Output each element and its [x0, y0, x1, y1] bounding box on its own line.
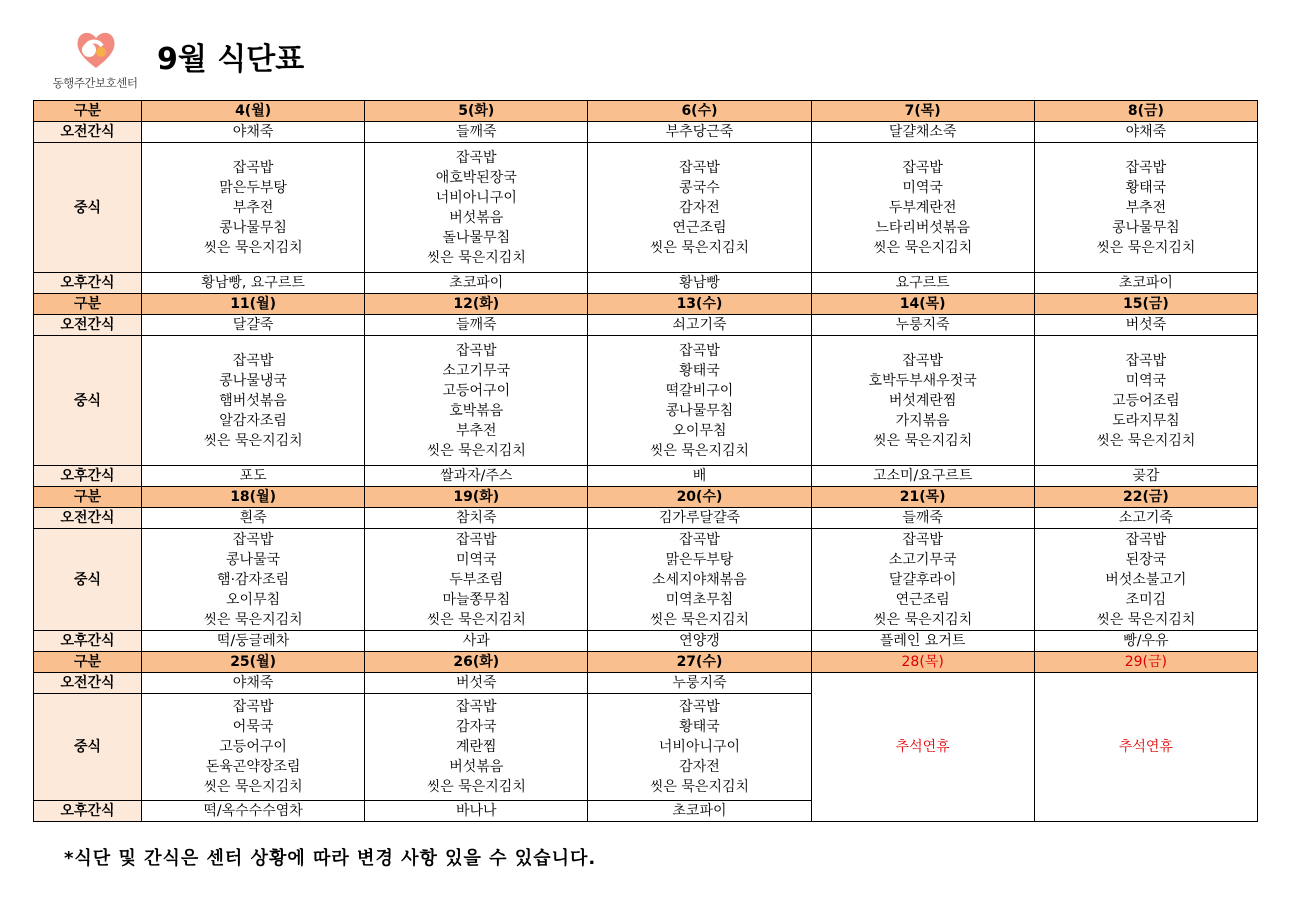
pm-snack-cell: 요구르트	[811, 273, 1034, 294]
dish-item: 씻은 묵은지김치	[649, 442, 750, 459]
pm-snack-label: 오후간식	[34, 273, 142, 294]
lunch-cell	[1034, 529, 1257, 631]
dish-item: 잡곡밥	[1125, 159, 1167, 176]
pm-snack-cell: 초코파이	[588, 801, 811, 822]
dish-item: 잡곡밥	[679, 531, 720, 548]
pm-snack-row	[34, 466, 1258, 487]
lunch-label: 중식	[34, 336, 142, 466]
am-snack-cell: 버섯죽	[1034, 315, 1257, 336]
dish-item: 황태국	[679, 362, 720, 379]
am-snack-cell: 야채죽	[1034, 122, 1257, 143]
dish-item: 잡곡밥	[232, 159, 274, 176]
am-snack-cell: 참치죽	[365, 508, 588, 529]
am-snack-cell: 김가루달걀죽	[588, 508, 811, 529]
dish-item: 미역국	[455, 551, 497, 568]
pm-snack-cell: 연양갱	[588, 631, 811, 652]
am-snack-cell: 누룽지죽	[811, 315, 1034, 336]
dish-item: 씻은 묵은지김치	[426, 779, 526, 795]
dish-item: 콩국수	[679, 179, 720, 196]
pm-snack-cell: 황남빵	[588, 273, 811, 294]
holiday-cell: 추석연휴	[811, 673, 1034, 822]
day-header: 14(목)	[811, 294, 1034, 315]
lunch-label: 중식	[34, 529, 142, 631]
dish-item: 소고기무국	[888, 551, 957, 568]
category-label: 구분	[34, 487, 142, 508]
day-header: 25(월)	[142, 652, 365, 673]
dish-item: 버섯계란찜	[888, 392, 957, 409]
day-header: 19(화)	[365, 487, 588, 508]
lunch-row	[34, 336, 1258, 466]
category-label: 구분	[34, 294, 142, 315]
lunch-cell	[142, 143, 365, 273]
pm-snack-cell: 쌀과자/주스	[365, 466, 588, 487]
dish-item: 버섯소불고기	[1105, 571, 1187, 588]
dish-item: 미역국	[902, 179, 943, 196]
dish-item: 느타리버섯볶음	[875, 219, 970, 236]
am-snack-cell: 들깨죽	[365, 315, 588, 336]
am-snack-row	[34, 673, 1258, 694]
am-snack-cell: 들깨죽	[811, 508, 1034, 529]
dish-item: 씻은 묵은지김치	[426, 249, 526, 266]
dish-item: 잡곡밥	[679, 159, 720, 176]
pm-snack-cell: 초코파이	[1034, 273, 1257, 294]
holiday-cell: 추석연휴	[1034, 673, 1257, 822]
dish-item: 소고기무국	[442, 362, 511, 379]
dish-item: 잡곡밥	[902, 352, 943, 369]
dish-item: 잡곡밥	[1125, 352, 1167, 369]
dish-item: 씻은 묵은지김치	[1096, 239, 1196, 256]
dish-item: 황태국	[679, 719, 720, 735]
am-snack-row	[34, 508, 1258, 529]
dish-item: 호박볶음	[449, 402, 504, 419]
dish-item: 버섯볶음	[449, 209, 504, 226]
dish-item: 돈육곤약장조림	[205, 759, 301, 775]
day-header-row	[34, 101, 1258, 122]
day-header: 6(수)	[588, 101, 811, 122]
lunch-cell	[365, 694, 588, 801]
dish-item: 햄·감자조림	[217, 571, 290, 588]
am-snack-cell: 흰죽	[142, 508, 365, 529]
heart-hands-logo-icon	[74, 28, 118, 72]
lunch-cell	[588, 529, 811, 631]
pm-snack-cell: 떡/옥수수수염차	[142, 801, 365, 822]
day-header: 28(목)	[811, 652, 1034, 673]
dish-item: 잡곡밥	[455, 699, 497, 715]
day-header: 7(목)	[811, 101, 1034, 122]
day-header-row	[34, 652, 1258, 673]
day-header: 21(목)	[811, 487, 1034, 508]
dish-item: 두부조림	[449, 571, 504, 588]
lunch-row	[34, 529, 1258, 631]
dish-item: 잡곡밥	[679, 699, 720, 715]
dish-item: 너비아니구이	[435, 189, 517, 206]
dish-item: 씻은 묵은지김치	[203, 779, 303, 795]
am-snack-label: 오전간식	[34, 673, 142, 694]
dish-item: 오이무침	[226, 591, 281, 608]
day-header: 29(금)	[1034, 652, 1257, 673]
lunch-cell	[811, 529, 1034, 631]
dish-item: 가지볶음	[895, 412, 950, 429]
page-title: 9월 식단표	[157, 42, 305, 77]
dish-item: 연근조림	[895, 591, 950, 608]
dish-item: 씻은 묵은지김치	[649, 239, 750, 256]
lunch-label: 중식	[34, 694, 142, 801]
day-header: 8(금)	[1034, 101, 1257, 122]
lunch-cell	[588, 336, 811, 466]
day-header: 13(수)	[588, 294, 811, 315]
dish-item: 콩나물무침	[1112, 219, 1180, 236]
dish-item: 콩나물무침	[219, 219, 287, 236]
lunch-cell	[365, 143, 588, 273]
am-snack-cell: 누룽지죽	[588, 673, 811, 694]
dish-item: 마늘쫑무침	[442, 591, 511, 608]
pm-snack-row	[34, 631, 1258, 652]
dish-item: 오이무침	[672, 422, 727, 439]
am-snack-cell: 쇠고기죽	[588, 315, 811, 336]
dish-item: 도라지무침	[1112, 412, 1180, 429]
dish-item: 씻은 묵은지김치	[873, 239, 973, 256]
lunch-cell	[588, 143, 811, 273]
dish-item: 떡갈비구이	[665, 382, 734, 399]
am-snack-cell: 야채죽	[142, 122, 365, 143]
dish-item: 맑은두부탕	[219, 179, 287, 196]
dish-item: 잡곡밥	[1125, 531, 1167, 548]
dish-item: 소세지야채볶음	[652, 571, 747, 588]
pm-snack-cell: 사과	[365, 631, 588, 652]
day-header: 5(화)	[365, 101, 588, 122]
dish-item: 어묵국	[232, 719, 274, 735]
pm-snack-cell: 고소미/요구르트	[811, 466, 1034, 487]
meal-plan-table	[33, 100, 1258, 822]
dish-item: 잡곡밥	[455, 531, 497, 548]
dish-item: 씻은 묵은지김치	[1096, 611, 1196, 628]
lunch-cell	[365, 336, 588, 466]
day-header: 12(화)	[365, 294, 588, 315]
dish-item: 맑은두부탕	[665, 551, 734, 568]
dish-item: 씻은 묵은지김치	[649, 779, 750, 795]
day-header-row	[34, 487, 1258, 508]
dish-item: 콩나물국	[226, 551, 281, 568]
dish-item: 고등어구이	[219, 739, 287, 755]
pm-snack-label: 오후간식	[34, 631, 142, 652]
am-snack-cell: 달걀채소죽	[811, 122, 1034, 143]
dish-item: 된장국	[1125, 551, 1167, 568]
dish-item: 부추전	[455, 422, 497, 439]
dish-item: 계란찜	[455, 739, 497, 755]
pm-snack-cell: 포도	[142, 466, 365, 487]
day-header: 27(수)	[588, 652, 811, 673]
dish-item: 씻은 묵은지김치	[649, 611, 750, 628]
dish-item: 씻은 묵은지김치	[203, 611, 303, 628]
dish-item: 햄버섯볶음	[219, 392, 287, 409]
dish-item: 씻은 묵은지김치	[203, 432, 303, 449]
dish-item: 잡곡밥	[455, 149, 497, 166]
dish-item: 씻은 묵은지김치	[203, 239, 303, 256]
am-snack-cell: 부추당근죽	[588, 122, 811, 143]
am-snack-label: 오전간식	[34, 315, 142, 336]
dish-item: 씻은 묵은지김치	[873, 611, 973, 628]
pm-snack-cell: 바나나	[365, 801, 588, 822]
am-snack-cell: 달걀죽	[142, 315, 365, 336]
category-label: 구분	[34, 101, 142, 122]
dish-item: 두부계란전	[888, 199, 957, 216]
lunch-cell	[588, 694, 811, 801]
dish-item: 콩나물냉국	[219, 372, 287, 389]
pm-snack-label: 오후간식	[34, 801, 142, 822]
dish-item: 잡곡밥	[902, 531, 943, 548]
pm-snack-cell: 빵/우유	[1034, 631, 1257, 652]
am-snack-cell: 야채죽	[142, 673, 365, 694]
dish-item: 콩나물무침	[665, 402, 734, 419]
lunch-cell	[142, 336, 365, 466]
am-snack-label: 오전간식	[34, 508, 142, 529]
dish-item: 고등어구이	[442, 382, 511, 399]
dish-item: 감자전	[679, 199, 720, 216]
day-header: 26(화)	[365, 652, 588, 673]
pm-snack-cell: 황남빵, 요구르트	[142, 273, 365, 294]
pm-snack-cell: 곶감	[1034, 466, 1257, 487]
pm-snack-cell: 배	[588, 466, 811, 487]
org-name: 동행주간보호센터	[52, 76, 138, 90]
dish-item: 애호박된장국	[435, 169, 517, 186]
dish-item: 씻은 묵은지김치	[1096, 432, 1196, 449]
dish-item: 조미김	[1125, 591, 1167, 608]
day-header: 4(월)	[142, 101, 365, 122]
am-snack-cell: 버섯죽	[365, 673, 588, 694]
lunch-cell	[142, 529, 365, 631]
day-header: 22(금)	[1034, 487, 1257, 508]
day-header: 20(수)	[588, 487, 811, 508]
dish-item: 잡곡밥	[902, 159, 943, 176]
dish-item: 잡곡밥	[232, 699, 274, 715]
category-label: 구분	[34, 652, 142, 673]
dish-item: 잡곡밥	[232, 352, 274, 369]
day-header-row	[34, 294, 1258, 315]
day-header: 18(월)	[142, 487, 365, 508]
lunch-cell	[365, 529, 588, 631]
dish-item: 감자전	[679, 759, 720, 775]
dish-item: 돌나물무침	[442, 229, 511, 246]
lunch-cell	[811, 336, 1034, 466]
lunch-row	[34, 143, 1258, 273]
am-snack-cell: 들깨죽	[365, 122, 588, 143]
dish-item: 황태국	[1125, 179, 1167, 196]
dish-item: 고등어조림	[1112, 392, 1180, 409]
footnote: *식단 및 간식은 센터 상황에 따라 변경 사항 있을 수 있습니다.	[64, 848, 597, 869]
dish-item: 부추전	[232, 199, 274, 216]
day-header: 15(금)	[1034, 294, 1257, 315]
dish-item: 버섯볶음	[449, 759, 504, 775]
dish-item: 씻은 묵은지김치	[426, 611, 526, 628]
org-logo	[40, 28, 150, 92]
dish-item: 잡곡밥	[679, 342, 720, 359]
dish-item: 미역국	[1125, 372, 1167, 389]
am-snack-label: 오전간식	[34, 122, 142, 143]
dish-item: 알감자조림	[219, 412, 287, 429]
dish-item: 호박두부새우젓국	[868, 372, 977, 389]
dish-item: 씻은 묵은지김치	[426, 442, 526, 459]
lunch-label: 중식	[34, 143, 142, 273]
am-snack-row	[34, 122, 1258, 143]
am-snack-row	[34, 315, 1258, 336]
dish-item: 미역초무침	[665, 591, 734, 608]
lunch-cell	[811, 143, 1034, 273]
dish-item: 달걀후라이	[888, 571, 957, 588]
lunch-cell	[142, 694, 365, 801]
pm-snack-cell: 플레인 요거트	[811, 631, 1034, 652]
am-snack-cell: 소고기죽	[1034, 508, 1257, 529]
dish-item: 잡곡밥	[232, 531, 274, 548]
day-header: 11(월)	[142, 294, 365, 315]
pm-snack-cell: 떡/둥글레차	[142, 631, 365, 652]
pm-snack-cell: 초코파이	[365, 273, 588, 294]
dish-item: 부추전	[1125, 199, 1167, 216]
dish-item: 씻은 묵은지김치	[873, 432, 973, 449]
dish-item: 연근조림	[672, 219, 727, 236]
dish-item: 너비아니구이	[658, 739, 741, 755]
pm-snack-row	[34, 273, 1258, 294]
dish-item: 감자국	[455, 719, 497, 735]
lunch-cell	[1034, 336, 1257, 466]
pm-snack-label: 오후간식	[34, 466, 142, 487]
page-header	[30, 28, 630, 98]
lunch-cell	[1034, 143, 1257, 273]
dish-item: 잡곡밥	[455, 342, 497, 359]
